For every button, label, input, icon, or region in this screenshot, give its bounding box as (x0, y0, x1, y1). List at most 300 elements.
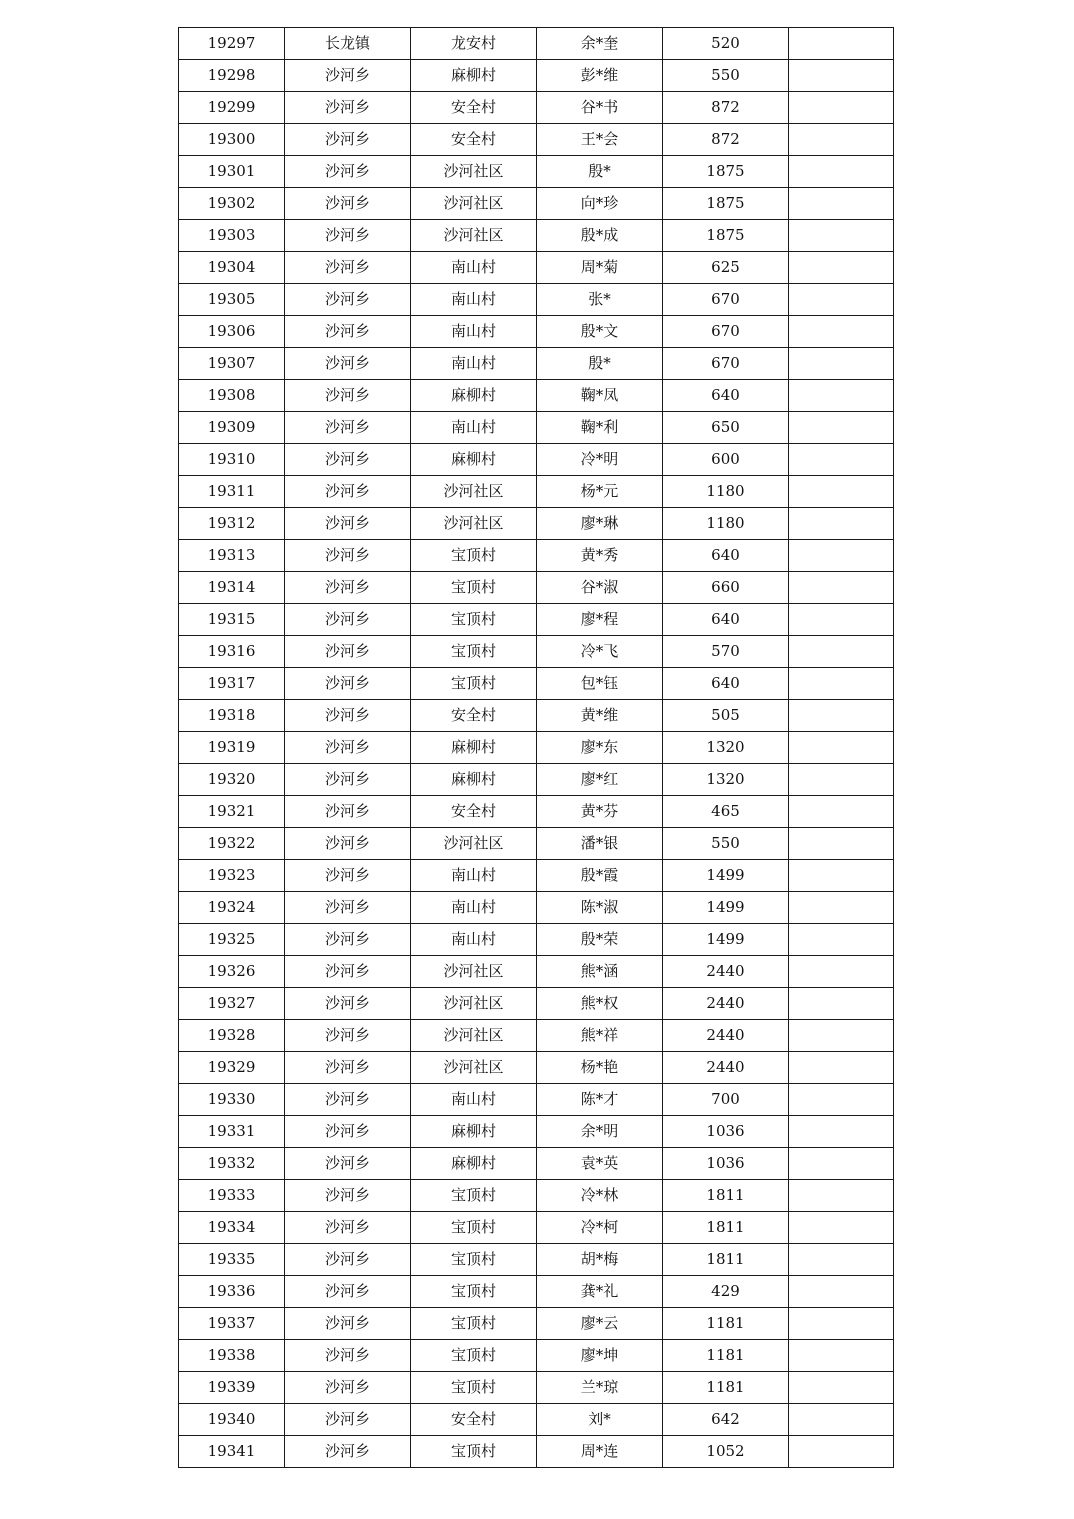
township-cell: 沙河乡 (285, 700, 411, 732)
amount-cell: 520 (663, 28, 789, 60)
serial-number-cell: 19302 (179, 188, 285, 220)
village-cell: 安全村 (411, 92, 537, 124)
person-name-cell: 杨*元 (537, 476, 663, 508)
township-cell: 沙河乡 (285, 572, 411, 604)
remarks-cell (789, 540, 894, 572)
amount-cell: 650 (663, 412, 789, 444)
township-cell: 沙河乡 (285, 1148, 411, 1180)
township-cell: 沙河乡 (285, 1340, 411, 1372)
serial-number-cell: 19300 (179, 124, 285, 156)
serial-number-cell: 19341 (179, 1436, 285, 1468)
amount-cell: 1181 (663, 1340, 789, 1372)
township-cell: 沙河乡 (285, 796, 411, 828)
village-cell: 沙河社区 (411, 1052, 537, 1084)
serial-number-cell: 19303 (179, 220, 285, 252)
township-cell: 沙河乡 (285, 316, 411, 348)
remarks-cell (789, 124, 894, 156)
township-cell: 长龙镇 (285, 28, 411, 60)
remarks-cell (789, 1372, 894, 1404)
table-row (179, 668, 894, 700)
table-row (179, 540, 894, 572)
village-cell: 宝顶村 (411, 1436, 537, 1468)
village-cell: 南山村 (411, 924, 537, 956)
table-row (179, 284, 894, 316)
remarks-cell (789, 284, 894, 316)
table-row (179, 828, 894, 860)
village-cell: 宝顶村 (411, 668, 537, 700)
amount-cell: 600 (663, 444, 789, 476)
person-name-cell: 谷*书 (537, 92, 663, 124)
remarks-cell (789, 412, 894, 444)
remarks-cell (789, 508, 894, 540)
remarks-cell (789, 700, 894, 732)
serial-number-cell: 19327 (179, 988, 285, 1020)
serial-number-cell: 19317 (179, 668, 285, 700)
serial-number-cell: 19332 (179, 1148, 285, 1180)
township-cell: 沙河乡 (285, 1244, 411, 1276)
village-cell: 沙河社区 (411, 220, 537, 252)
person-name-cell: 余*奎 (537, 28, 663, 60)
township-cell: 沙河乡 (285, 636, 411, 668)
table-row (179, 1404, 894, 1436)
amount-cell: 1052 (663, 1436, 789, 1468)
village-cell: 宝顶村 (411, 572, 537, 604)
amount-cell: 1499 (663, 892, 789, 924)
township-cell: 沙河乡 (285, 1372, 411, 1404)
serial-number-cell: 19301 (179, 156, 285, 188)
table-row (179, 348, 894, 380)
serial-number-cell: 19319 (179, 732, 285, 764)
amount-cell: 1811 (663, 1212, 789, 1244)
serial-number-cell: 19305 (179, 284, 285, 316)
person-name-cell: 张* (537, 284, 663, 316)
village-cell: 麻柳村 (411, 1148, 537, 1180)
table-row (179, 700, 894, 732)
serial-number-cell: 19336 (179, 1276, 285, 1308)
person-name-cell: 袁*英 (537, 1148, 663, 1180)
village-cell: 沙河社区 (411, 828, 537, 860)
amount-cell: 2440 (663, 956, 789, 988)
amount-cell: 670 (663, 348, 789, 380)
amount-cell: 550 (663, 60, 789, 92)
village-cell: 龙安村 (411, 28, 537, 60)
serial-number-cell: 19315 (179, 604, 285, 636)
person-name-cell: 殷*文 (537, 316, 663, 348)
person-name-cell: 鞠*凤 (537, 380, 663, 412)
remarks-cell (789, 892, 894, 924)
serial-number-cell: 19312 (179, 508, 285, 540)
amount-cell: 640 (663, 540, 789, 572)
village-cell: 麻柳村 (411, 60, 537, 92)
village-cell: 南山村 (411, 252, 537, 284)
person-name-cell: 殷*霞 (537, 860, 663, 892)
serial-number-cell: 19324 (179, 892, 285, 924)
amount-cell: 570 (663, 636, 789, 668)
remarks-cell (789, 1276, 894, 1308)
village-cell: 麻柳村 (411, 380, 537, 412)
serial-number-cell: 19338 (179, 1340, 285, 1372)
township-cell: 沙河乡 (285, 1308, 411, 1340)
township-cell: 沙河乡 (285, 988, 411, 1020)
township-cell: 沙河乡 (285, 220, 411, 252)
township-cell: 沙河乡 (285, 892, 411, 924)
amount-cell: 642 (663, 1404, 789, 1436)
amount-cell: 1181 (663, 1372, 789, 1404)
amount-cell: 2440 (663, 1020, 789, 1052)
table-row (179, 1308, 894, 1340)
amount-cell: 1180 (663, 508, 789, 540)
remarks-cell (789, 316, 894, 348)
person-name-cell: 包*钰 (537, 668, 663, 700)
township-cell: 沙河乡 (285, 92, 411, 124)
amount-cell: 700 (663, 1084, 789, 1116)
serial-number-cell: 19325 (179, 924, 285, 956)
village-cell: 宝顶村 (411, 604, 537, 636)
person-name-cell: 谷*淑 (537, 572, 663, 604)
roster-table (178, 27, 894, 1468)
person-name-cell: 冷*飞 (537, 636, 663, 668)
village-cell: 麻柳村 (411, 444, 537, 476)
village-cell: 宝顶村 (411, 1180, 537, 1212)
person-name-cell: 彭*维 (537, 60, 663, 92)
remarks-cell (789, 220, 894, 252)
remarks-cell (789, 1308, 894, 1340)
remarks-cell (789, 1212, 894, 1244)
serial-number-cell: 19337 (179, 1308, 285, 1340)
township-cell: 沙河乡 (285, 380, 411, 412)
amount-cell: 2440 (663, 1052, 789, 1084)
table-row (179, 1180, 894, 1212)
village-cell: 沙河社区 (411, 508, 537, 540)
township-cell: 沙河乡 (285, 732, 411, 764)
remarks-cell (789, 1116, 894, 1148)
village-cell: 宝顶村 (411, 1212, 537, 1244)
person-name-cell: 殷*成 (537, 220, 663, 252)
township-cell: 沙河乡 (285, 1116, 411, 1148)
amount-cell: 429 (663, 1276, 789, 1308)
remarks-cell (789, 476, 894, 508)
table-row (179, 1276, 894, 1308)
village-cell: 宝顶村 (411, 1276, 537, 1308)
remarks-cell (789, 764, 894, 796)
village-cell: 宝顶村 (411, 1308, 537, 1340)
amount-cell: 1320 (663, 732, 789, 764)
person-name-cell: 廖*云 (537, 1308, 663, 1340)
person-name-cell: 陈*才 (537, 1084, 663, 1116)
person-name-cell: 鞠*利 (537, 412, 663, 444)
table-row (179, 380, 894, 412)
serial-number-cell: 19316 (179, 636, 285, 668)
amount-cell: 1811 (663, 1244, 789, 1276)
village-cell: 安全村 (411, 1404, 537, 1436)
person-name-cell: 廖*坤 (537, 1340, 663, 1372)
township-cell: 沙河乡 (285, 476, 411, 508)
amount-cell: 2440 (663, 988, 789, 1020)
serial-number-cell: 19306 (179, 316, 285, 348)
table-row (179, 1148, 894, 1180)
serial-number-cell: 19304 (179, 252, 285, 284)
village-cell: 麻柳村 (411, 1116, 537, 1148)
person-name-cell: 廖*东 (537, 732, 663, 764)
amount-cell: 1499 (663, 860, 789, 892)
village-cell: 安全村 (411, 700, 537, 732)
remarks-cell (789, 380, 894, 412)
remarks-cell (789, 1404, 894, 1436)
roster-table-body (179, 28, 894, 1468)
village-cell: 宝顶村 (411, 1244, 537, 1276)
remarks-cell (789, 1340, 894, 1372)
amount-cell: 1320 (663, 764, 789, 796)
person-name-cell: 廖*红 (537, 764, 663, 796)
person-name-cell: 杨*艳 (537, 1052, 663, 1084)
township-cell: 沙河乡 (285, 668, 411, 700)
amount-cell: 1180 (663, 476, 789, 508)
serial-number-cell: 19335 (179, 1244, 285, 1276)
amount-cell: 1875 (663, 188, 789, 220)
table-row (179, 924, 894, 956)
table-row (179, 316, 894, 348)
person-name-cell: 余*明 (537, 1116, 663, 1148)
amount-cell: 465 (663, 796, 789, 828)
table-row (179, 252, 894, 284)
remarks-cell (789, 1020, 894, 1052)
township-cell: 沙河乡 (285, 604, 411, 636)
table-row (179, 1436, 894, 1468)
table-row (179, 156, 894, 188)
remarks-cell (789, 1180, 894, 1212)
remarks-cell (789, 1084, 894, 1116)
person-name-cell: 黄*芬 (537, 796, 663, 828)
table-row (179, 1020, 894, 1052)
township-cell: 沙河乡 (285, 1436, 411, 1468)
amount-cell: 872 (663, 92, 789, 124)
serial-number-cell: 19329 (179, 1052, 285, 1084)
township-cell: 沙河乡 (285, 348, 411, 380)
township-cell: 沙河乡 (285, 1084, 411, 1116)
serial-number-cell: 19318 (179, 700, 285, 732)
village-cell: 宝顶村 (411, 540, 537, 572)
table-row (179, 124, 894, 156)
serial-number-cell: 19299 (179, 92, 285, 124)
amount-cell: 1875 (663, 156, 789, 188)
table-row (179, 636, 894, 668)
village-cell: 麻柳村 (411, 732, 537, 764)
person-name-cell: 殷*荣 (537, 924, 663, 956)
remarks-cell (789, 252, 894, 284)
serial-number-cell: 19297 (179, 28, 285, 60)
remarks-cell (789, 636, 894, 668)
remarks-cell (789, 988, 894, 1020)
township-cell: 沙河乡 (285, 508, 411, 540)
table-row (179, 988, 894, 1020)
village-cell: 南山村 (411, 892, 537, 924)
serial-number-cell: 19313 (179, 540, 285, 572)
person-name-cell: 殷* (537, 348, 663, 380)
person-name-cell: 王*会 (537, 124, 663, 156)
township-cell: 沙河乡 (285, 1276, 411, 1308)
remarks-cell (789, 188, 894, 220)
person-name-cell: 刘* (537, 1404, 663, 1436)
township-cell: 沙河乡 (285, 1180, 411, 1212)
amount-cell: 872 (663, 124, 789, 156)
township-cell: 沙河乡 (285, 1404, 411, 1436)
person-name-cell: 熊*祥 (537, 1020, 663, 1052)
table-row (179, 188, 894, 220)
table-row (179, 892, 894, 924)
table-row (179, 92, 894, 124)
amount-cell: 640 (663, 668, 789, 700)
township-cell: 沙河乡 (285, 1020, 411, 1052)
village-cell: 南山村 (411, 1084, 537, 1116)
village-cell: 沙河社区 (411, 476, 537, 508)
township-cell: 沙河乡 (285, 828, 411, 860)
table-row (179, 956, 894, 988)
table-row (179, 1212, 894, 1244)
table-row (179, 1244, 894, 1276)
person-name-cell: 兰*琼 (537, 1372, 663, 1404)
village-cell: 安全村 (411, 796, 537, 828)
amount-cell: 625 (663, 252, 789, 284)
remarks-cell (789, 28, 894, 60)
amount-cell: 1036 (663, 1148, 789, 1180)
serial-number-cell: 19307 (179, 348, 285, 380)
remarks-cell (789, 796, 894, 828)
table-row (179, 764, 894, 796)
amount-cell: 660 (663, 572, 789, 604)
township-cell: 沙河乡 (285, 1052, 411, 1084)
remarks-cell (789, 956, 894, 988)
remarks-cell (789, 348, 894, 380)
serial-number-cell: 19309 (179, 412, 285, 444)
table-row (179, 732, 894, 764)
remarks-cell (789, 604, 894, 636)
serial-number-cell: 19328 (179, 1020, 285, 1052)
township-cell: 沙河乡 (285, 60, 411, 92)
serial-number-cell: 19298 (179, 60, 285, 92)
remarks-cell (789, 828, 894, 860)
remarks-cell (789, 60, 894, 92)
table-row (179, 1340, 894, 1372)
village-cell: 南山村 (411, 316, 537, 348)
village-cell: 南山村 (411, 348, 537, 380)
person-name-cell: 熊*涵 (537, 956, 663, 988)
amount-cell: 640 (663, 604, 789, 636)
serial-number-cell: 19326 (179, 956, 285, 988)
serial-number-cell: 19314 (179, 572, 285, 604)
township-cell: 沙河乡 (285, 156, 411, 188)
township-cell: 沙河乡 (285, 444, 411, 476)
person-name-cell: 潘*银 (537, 828, 663, 860)
remarks-cell (789, 732, 894, 764)
table-row (179, 1084, 894, 1116)
amount-cell: 640 (663, 380, 789, 412)
table-row (179, 604, 894, 636)
table-row (179, 28, 894, 60)
township-cell: 沙河乡 (285, 124, 411, 156)
township-cell: 沙河乡 (285, 412, 411, 444)
table-row (179, 1372, 894, 1404)
serial-number-cell: 19340 (179, 1404, 285, 1436)
village-cell: 宝顶村 (411, 636, 537, 668)
person-name-cell: 熊*权 (537, 988, 663, 1020)
person-name-cell: 冷*明 (537, 444, 663, 476)
township-cell: 沙河乡 (285, 1212, 411, 1244)
person-name-cell: 冷*柯 (537, 1212, 663, 1244)
remarks-cell (789, 444, 894, 476)
amount-cell: 670 (663, 316, 789, 348)
person-name-cell: 胡*梅 (537, 1244, 663, 1276)
remarks-cell (789, 156, 894, 188)
village-cell: 沙河社区 (411, 156, 537, 188)
amount-cell: 1036 (663, 1116, 789, 1148)
amount-cell: 1811 (663, 1180, 789, 1212)
serial-number-cell: 19311 (179, 476, 285, 508)
person-name-cell: 冷*林 (537, 1180, 663, 1212)
serial-number-cell: 19339 (179, 1372, 285, 1404)
table-row (179, 60, 894, 92)
person-name-cell: 黄*维 (537, 700, 663, 732)
amount-cell: 1499 (663, 924, 789, 956)
serial-number-cell: 19310 (179, 444, 285, 476)
township-cell: 沙河乡 (285, 188, 411, 220)
village-cell: 南山村 (411, 284, 537, 316)
amount-cell: 1181 (663, 1308, 789, 1340)
amount-cell: 550 (663, 828, 789, 860)
village-cell: 沙河社区 (411, 1020, 537, 1052)
table-row (179, 572, 894, 604)
serial-number-cell: 19308 (179, 380, 285, 412)
person-name-cell: 廖*程 (537, 604, 663, 636)
person-name-cell: 向*珍 (537, 188, 663, 220)
remarks-cell (789, 92, 894, 124)
village-cell: 宝顶村 (411, 1340, 537, 1372)
serial-number-cell: 19333 (179, 1180, 285, 1212)
village-cell: 麻柳村 (411, 764, 537, 796)
table-row (179, 444, 894, 476)
table-row (179, 412, 894, 444)
table-row (179, 220, 894, 252)
township-cell: 沙河乡 (285, 252, 411, 284)
township-cell: 沙河乡 (285, 284, 411, 316)
village-cell: 安全村 (411, 124, 537, 156)
table-row (179, 860, 894, 892)
person-name-cell: 陈*淑 (537, 892, 663, 924)
person-name-cell: 殷* (537, 156, 663, 188)
remarks-cell (789, 1436, 894, 1468)
table-row (179, 476, 894, 508)
person-name-cell: 龚*礼 (537, 1276, 663, 1308)
serial-number-cell: 19321 (179, 796, 285, 828)
village-cell: 沙河社区 (411, 956, 537, 988)
village-cell: 宝顶村 (411, 1372, 537, 1404)
remarks-cell (789, 1244, 894, 1276)
serial-number-cell: 19322 (179, 828, 285, 860)
serial-number-cell: 19331 (179, 1116, 285, 1148)
village-cell: 沙河社区 (411, 988, 537, 1020)
remarks-cell (789, 572, 894, 604)
serial-number-cell: 19334 (179, 1212, 285, 1244)
person-name-cell: 廖*琳 (537, 508, 663, 540)
person-name-cell: 黄*秀 (537, 540, 663, 572)
township-cell: 沙河乡 (285, 956, 411, 988)
township-cell: 沙河乡 (285, 764, 411, 796)
serial-number-cell: 19323 (179, 860, 285, 892)
amount-cell: 1875 (663, 220, 789, 252)
remarks-cell (789, 924, 894, 956)
serial-number-cell: 19330 (179, 1084, 285, 1116)
township-cell: 沙河乡 (285, 860, 411, 892)
village-cell: 沙河社区 (411, 188, 537, 220)
